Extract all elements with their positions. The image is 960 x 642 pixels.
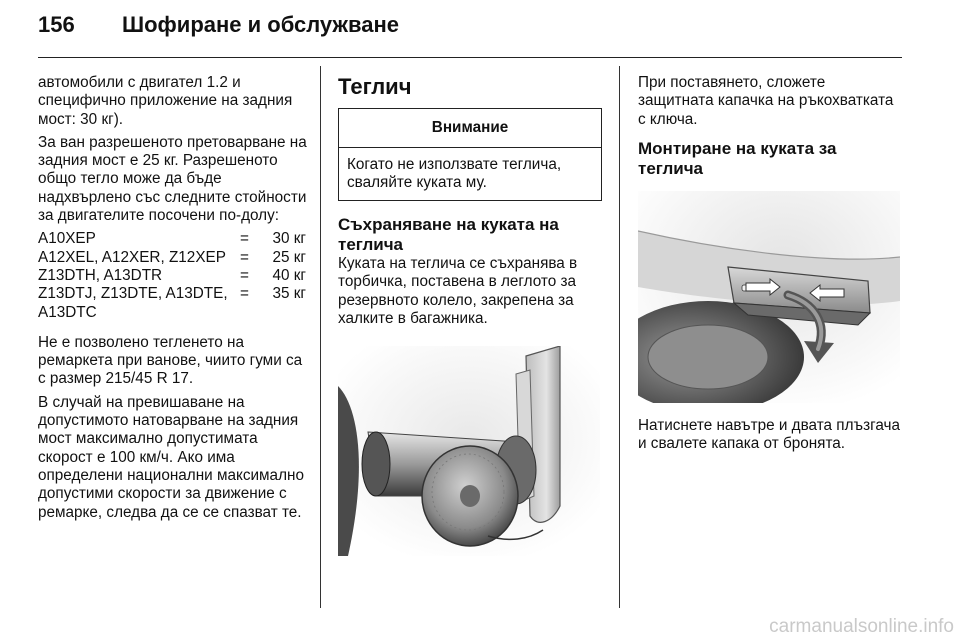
equals-cell: = [240, 230, 249, 248]
value-cell: 30 кг [272, 230, 306, 248]
warning-title: Внимание [339, 109, 601, 147]
engine-cell: Z13DTJ, Z13DTE, A13DTE, A13DTC [38, 285, 228, 321]
subheading: Съхраняване на куката на теглича [338, 215, 559, 255]
engine-cell: A12XEL, A12XER, Z12XEP [38, 248, 226, 266]
value-cell: 25 кг [272, 248, 306, 266]
bumper-cover-image [638, 191, 900, 403]
page-number: 156 [38, 12, 75, 37]
value-cell: 35 кг [272, 285, 306, 303]
table-row [38, 230, 306, 248]
engine-cell: A10XEP [38, 230, 96, 248]
table-row [38, 249, 306, 267]
section-heading: Теглич [338, 74, 412, 99]
value-cell: 40 кг [272, 266, 306, 284]
header-divider [38, 57, 902, 58]
table-row [38, 285, 306, 322]
column-2 [338, 74, 604, 556]
paragraph: Натиснете навътре и двата плъзгача и свалете капака от бронята. [638, 416, 900, 453]
warning-box [338, 108, 602, 201]
paragraph: автомобили с двигател 1.2 и специфично приложение на задния мост: 30 кг). [38, 74, 293, 128]
column-1 [38, 74, 308, 527]
bumper-cover-illustration [638, 191, 900, 403]
warning-text: Когато не използвате теглича, сваляйте куката му. [347, 155, 562, 191]
paragraph: Куката на теглича се съхранява в торбичка, поставена в леглото за резервното колело, закрепена за халките в багажника. [338, 255, 578, 328]
section-title: Шофиране и обслужване [122, 12, 400, 37]
page-header [38, 12, 399, 52]
paragraph: За ван разрешеното претоварване на задния мост е 25 кг. Разрешеното общо тегло може да бъде надхвърлено със следните стойности за двигателите посочени по-долу: [38, 133, 307, 225]
column-divider-1 [320, 66, 321, 608]
engine-cell: Z13DTH, A13DTR [38, 266, 163, 284]
equals-cell: = [240, 285, 249, 303]
equals-cell: = [240, 266, 249, 284]
engine-load-table [38, 230, 306, 321]
watermark: carmanualsonline.info [769, 616, 954, 637]
paragraph: Не е позволено тегленето на ремаркета при ванове, чиито гуми са с размер 215/45 R 17. [38, 333, 303, 388]
subheading: Монтиране на куката за теглича [638, 138, 837, 178]
paragraph: При поставянето, сложете защитната капачка на ръкохватката с ключа. [638, 74, 894, 128]
column-divider-2 [619, 66, 620, 608]
towbar-hook-image [338, 346, 600, 556]
table-row [38, 267, 306, 285]
towbar-storage-illustration [338, 346, 600, 556]
column-3 [638, 74, 900, 458]
paragraph: В случай на превишаване на допустимото натоварване на задния мост максимално допустимата скорост е 100 км/ч. Ако има определени национални максимално допустими скорости за движение с ремарке, следва да се се спазват те. [38, 393, 304, 521]
equals-cell: = [240, 248, 249, 266]
